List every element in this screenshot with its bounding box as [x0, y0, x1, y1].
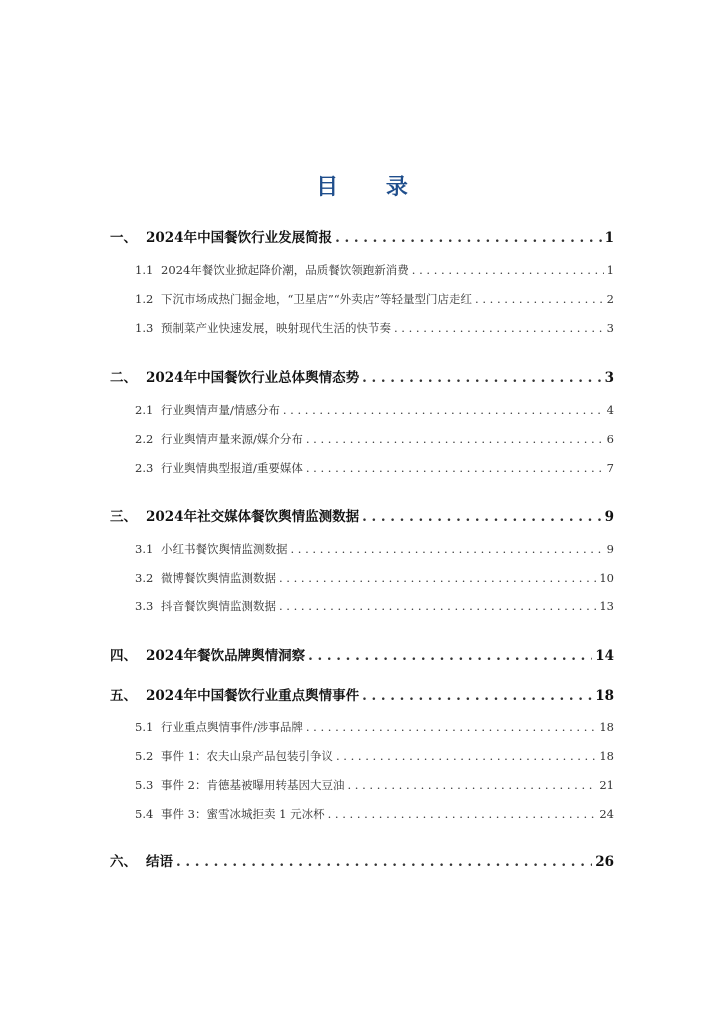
page-title: 目 录: [316, 175, 428, 200]
toc-page: 10: [599, 571, 614, 585]
toc-leader: [279, 571, 596, 585]
toc-title: 事件 2：肯德基被曝用转基因大豆油: [161, 778, 345, 792]
toc-title: 小红书餐饮舆情监测数据: [161, 542, 288, 556]
toc-page: 18: [595, 688, 614, 704]
toc-entry-5-4[interactable]: [135, 806, 614, 822]
toc-title: 行业舆情典型报道/重要媒体: [161, 461, 303, 475]
toc-leader: [328, 807, 597, 821]
toc-number: 5.2: [135, 749, 154, 763]
toc-leader: [362, 370, 602, 386]
toc-entry-4[interactable]: [110, 644, 614, 664]
toc-number: 5.3: [135, 778, 154, 792]
toc-leader: [308, 648, 592, 664]
toc-entry-3-1[interactable]: [135, 541, 614, 557]
toc-number: 1.2: [135, 292, 154, 306]
toc-number: 5.4: [135, 807, 154, 821]
toc-page: 7: [606, 461, 614, 475]
toc-title: 预制菜产业快速发展，映射现代生活的快节奏: [161, 321, 391, 335]
toc-leader: [283, 403, 604, 417]
toc-page: 21: [599, 778, 614, 792]
toc-page: 4: [606, 403, 614, 417]
toc-page: 26: [595, 854, 614, 870]
toc-number: 1.1: [135, 263, 154, 277]
toc-title: 2024年中国餐饮行业总体舆情态势: [146, 370, 360, 386]
toc-number: 3.3: [135, 599, 154, 613]
toc-title: 2024年餐饮业掀起降价潮，品质餐饮领跑新消费: [161, 263, 409, 277]
toc-entry-5-3[interactable]: [135, 777, 614, 793]
toc-title: 行业重点舆情事件/涉事品牌: [161, 720, 303, 734]
toc-page: 9: [606, 542, 614, 556]
toc-number: 一、: [110, 230, 137, 246]
toc-page: 18: [599, 720, 614, 734]
toc-leader: [291, 542, 604, 556]
toc-number: 2.2: [135, 432, 154, 446]
toc-leader: [306, 720, 596, 734]
toc-number: 3.2: [135, 571, 154, 585]
toc-title: 2024年餐饮品牌舆情洞察: [146, 648, 306, 664]
toc-entry-3-3[interactable]: [135, 598, 614, 614]
toc-leader: [412, 263, 604, 277]
toc-entry-1-3[interactable]: [135, 320, 614, 336]
toc-leader: [176, 854, 592, 870]
toc-leader: [336, 749, 596, 763]
toc-entry-2-2[interactable]: [135, 431, 614, 447]
toc-number: 三、: [110, 509, 137, 525]
toc-entry-5[interactable]: [110, 684, 614, 704]
toc-page: 3: [606, 321, 614, 335]
toc-page: 13: [599, 599, 614, 613]
toc-page: 3: [604, 370, 614, 386]
toc-entry-1[interactable]: [110, 226, 614, 246]
toc-number: 六、: [110, 854, 137, 870]
toc-number: 二、: [110, 370, 137, 386]
toc-number: 3.1: [135, 542, 154, 556]
toc-title: 2024年中国餐饮行业重点舆情事件: [146, 688, 360, 704]
toc-title: 事件 3：蜜雪冰城拒卖 1 元冰杯: [161, 807, 325, 821]
toc-entry-2-3[interactable]: [135, 460, 614, 476]
toc-page: 24: [599, 807, 614, 821]
toc-title: 行业舆情声量来源/媒介分布: [161, 432, 303, 446]
toc-title: 微博餐饮舆情监测数据: [161, 571, 276, 585]
toc-entry-1-1[interactable]: [135, 262, 614, 278]
toc-leader: [335, 230, 602, 246]
toc-entry-3[interactable]: [110, 505, 614, 525]
toc-leader: [394, 321, 604, 335]
toc-title: 2024年中国餐饮行业发展简报: [146, 230, 333, 246]
toc-number: 四、: [110, 648, 137, 664]
toc-entry-2-1[interactable]: [135, 402, 614, 418]
toc-page: 1: [606, 263, 614, 277]
toc-title: 抖音餐饮舆情监测数据: [161, 599, 276, 613]
toc-entry-2[interactable]: [110, 366, 614, 386]
toc-leader: [347, 778, 596, 792]
toc-entry-5-2[interactable]: [135, 748, 614, 764]
toc-leader: [362, 509, 602, 525]
toc-entry-6[interactable]: [110, 850, 614, 870]
toc-page: 14: [595, 648, 614, 664]
toc-number: 5.1: [135, 720, 154, 734]
toc-page: 9: [604, 509, 614, 525]
toc-title: 行业舆情声量/情感分布: [161, 403, 280, 417]
toc-title: 事件 1：农夫山泉产品包装引争议: [161, 749, 333, 763]
toc-leader: [306, 461, 604, 475]
toc-leader: [362, 688, 592, 704]
toc-title: 下沉市场成热门掘金地，“卫星店”“外卖店”等轻量型门店走红: [161, 292, 473, 306]
toc-number: 1.3: [135, 321, 154, 335]
toc-page: 1: [604, 230, 614, 246]
toc-entry-3-2[interactable]: [135, 570, 614, 586]
toc-page: 6: [606, 432, 614, 446]
toc-leader: [475, 292, 604, 306]
toc-title: 结语: [146, 854, 173, 870]
toc-page: 2: [606, 292, 614, 306]
toc-leader: [306, 432, 604, 446]
toc-entry-1-2[interactable]: [135, 291, 614, 307]
toc-title: 2024年社交媒体餐饮舆情监测数据: [146, 509, 360, 525]
toc-number: 2.1: [135, 403, 154, 417]
toc-number: 2.3: [135, 461, 154, 475]
toc-number: 五、: [110, 688, 137, 704]
toc-page: 18: [599, 749, 614, 763]
toc-leader: [279, 599, 596, 613]
toc-entry-5-1[interactable]: [135, 719, 614, 735]
